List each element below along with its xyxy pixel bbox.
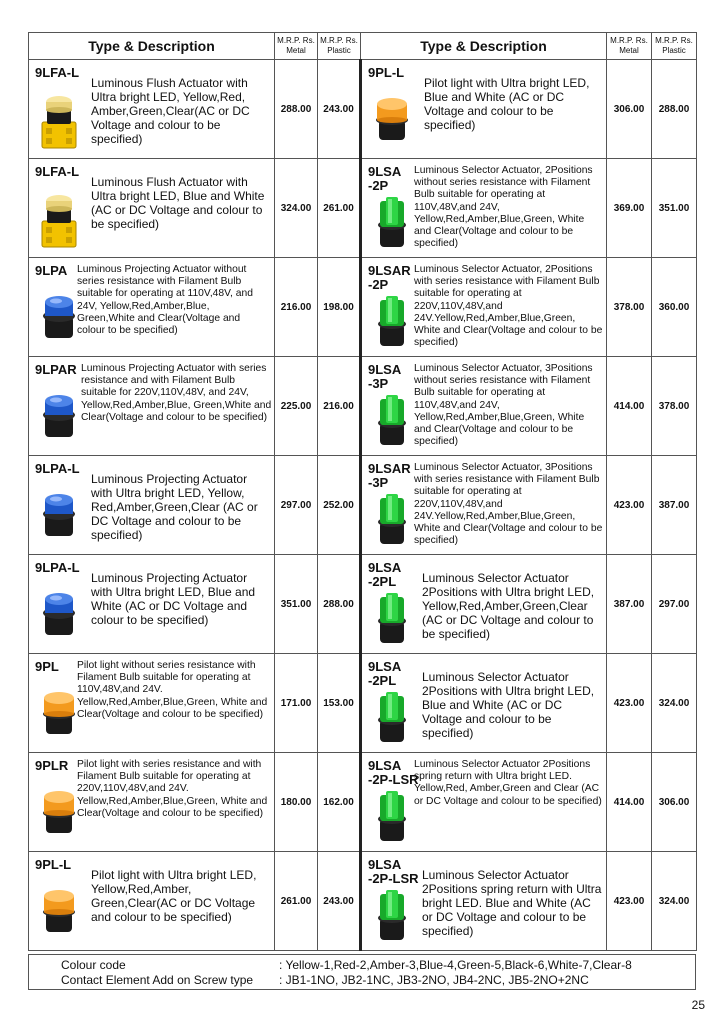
product-code: 9LSA -2P-LSR xyxy=(368,758,419,787)
price-metal: 180.00 xyxy=(275,753,318,852)
table-row xyxy=(29,852,697,951)
price-metal: 423.00 xyxy=(607,654,652,753)
price-metal: 225.00 xyxy=(275,357,318,456)
pilot-product-image xyxy=(39,686,79,743)
price-table xyxy=(28,32,697,951)
price-plastic: 261.00 xyxy=(318,159,361,258)
table-header-row xyxy=(29,33,697,60)
product-code: 9LFA-L xyxy=(35,164,80,179)
flush-product-image xyxy=(39,191,79,254)
table-row xyxy=(29,456,697,555)
price-metal: 369.00 xyxy=(607,159,652,258)
product-code: 9PL xyxy=(35,659,59,674)
product-code: 9PLR xyxy=(35,758,69,773)
product-code: 9LSAR -2P xyxy=(368,263,411,292)
price-metal: 324.00 xyxy=(275,159,318,258)
product-description: Luminous Selector Actuator 2Positions spring return with Ultra bright LED. Blue and White (AC or DC Voltage and colour to be specified) xyxy=(422,868,602,938)
product-description: Luminous Selector Actuator, 2Positions without series resistance with Filament Bulb suitable for operating at 110V,48V,and 24V, Yellow,Red,Amber,Blue,Green, White and Clear(Voltage and colour to be specified) xyxy=(414,165,593,250)
selector-product-image xyxy=(372,191,412,254)
price-plastic: 360.00 xyxy=(652,258,697,357)
table-row xyxy=(29,60,697,159)
type-description-header: Type & Description xyxy=(29,33,275,60)
page-number: 25 xyxy=(691,998,705,1012)
price-metal: 423.00 xyxy=(607,456,652,555)
price-plastic: 216.00 xyxy=(318,357,361,456)
left-product-cell xyxy=(29,753,275,852)
product-description: Pilot light with Ultra bright LED, Blue and White (AC or DC Voltage and colour to be specified) xyxy=(424,76,590,132)
selector-product-image xyxy=(372,488,412,551)
product-description: Luminous Selector Actuator, 2Positions with series resistance with Filament Bulb suitable for operating at 220V,110V,48V,and 24V.Yellow,Red,Amber,Blue,Green, White and Clear(Voltage and colour to be specified) xyxy=(414,264,603,349)
price-metal: 378.00 xyxy=(607,258,652,357)
projecting-product-image xyxy=(39,488,79,545)
product-code: 9LPAR xyxy=(35,362,77,377)
projecting-product-image xyxy=(39,290,79,347)
right-product-cell xyxy=(361,456,607,555)
left-product-cell xyxy=(29,159,275,258)
projecting-product-image xyxy=(39,587,79,644)
right-product-cell xyxy=(361,555,607,654)
price-plastic: 288.00 xyxy=(652,60,697,159)
left-product-cell xyxy=(29,258,275,357)
mrp-plastic-header: M.R.P. Rs. Plastic xyxy=(318,33,361,60)
product-description: Pilot light without series resistance with Filament Bulb suitable for operating at 110V,48V,and 24V. Yellow,Red,Amber,Blue,Green, White and Clear(Voltage and colour to be specified) xyxy=(77,660,268,720)
product-code: 9LPA xyxy=(35,263,68,278)
product-code: 9LPA-L xyxy=(35,461,80,476)
pilot-product-image xyxy=(39,884,79,941)
mrp-metal-header: M.R.P. Rs. Metal xyxy=(275,33,318,60)
selector-product-image xyxy=(372,884,412,947)
table-row xyxy=(29,555,697,654)
right-product-cell xyxy=(361,258,607,357)
price-plastic: 387.00 xyxy=(652,456,697,555)
left-product-cell xyxy=(29,654,275,753)
price-metal: 297.00 xyxy=(275,456,318,555)
product-code: 9LPA-L xyxy=(35,560,80,575)
selector-product-image xyxy=(372,587,412,650)
price-plastic: 378.00 xyxy=(652,357,697,456)
contact-element-label: Contact Element Add on Screw type xyxy=(61,973,254,987)
product-code: 9LFA-L xyxy=(35,65,80,80)
price-metal: 351.00 xyxy=(275,555,318,654)
price-plastic: 297.00 xyxy=(652,555,697,654)
price-plastic: 162.00 xyxy=(318,753,361,852)
product-description: Luminous Projecting Actuator with Ultra bright LED, Yellow, Red,Amber,Green,Clear (AC or DC Voltage and colour to be specified) xyxy=(91,472,258,542)
price-metal: 216.00 xyxy=(275,258,318,357)
price-plastic: 243.00 xyxy=(318,60,361,159)
product-description: Luminous Selector Actuator 2Positions spring return with Ultra bright LED. Yellow,Red, Amber,Green and Clear (AC or DC Voltage and colour to be specified) xyxy=(414,759,602,807)
colour-code-label: Colour code xyxy=(61,958,126,972)
price-metal: 288.00 xyxy=(275,60,318,159)
selector-product-image xyxy=(372,389,412,452)
product-code: 9LSA -2P xyxy=(368,164,402,193)
price-metal: 423.00 xyxy=(607,852,652,951)
product-code: 9PL-L xyxy=(368,65,405,80)
right-product-cell xyxy=(361,60,607,159)
contact-element-value: : JB1-1NO, JB2-1NC, JB3-2NO, JB4-2NC, JB5-2NO+2NC xyxy=(279,973,589,987)
right-product-cell xyxy=(361,654,607,753)
product-description: Luminous Selector Actuator 2Positions with Ultra bright LED, Blue and White (AC or DC Voltage and colour to be specified) xyxy=(422,670,595,740)
price-plastic: 198.00 xyxy=(318,258,361,357)
product-description: Pilot light with series resistance and with Filament Bulb suitable for operating at 220V,110V,48V,and 24V. Yellow,Red,Amber,Blue,Green, White and Clear(Voltage and colour to be specified) xyxy=(77,759,268,819)
mrp-plastic-header: M.R.P. Rs. Plastic xyxy=(652,33,697,60)
colour-code-value: : Yellow-1,Red-2,Amber-3,Blue-4,Green-5,Black-6,White-7,Clear-8 xyxy=(279,958,632,972)
table-row xyxy=(29,753,697,852)
product-code: 9LSAR -3P xyxy=(368,461,411,490)
price-metal: 414.00 xyxy=(607,357,652,456)
price-plastic: 324.00 xyxy=(652,852,697,951)
price-plastic: 153.00 xyxy=(318,654,361,753)
left-product-cell xyxy=(29,852,275,951)
footer-notes xyxy=(28,954,696,990)
product-description: Luminous Projecting Actuator with Ultra bright LED, Blue and White (AC or DC Voltage and colour to be specified) xyxy=(91,571,256,627)
pilot-product-image xyxy=(39,785,79,842)
product-code: 9LSA -2PL xyxy=(368,560,402,589)
price-plastic: 306.00 xyxy=(652,753,697,852)
type-description-header: Type & Description xyxy=(361,33,607,60)
product-code: 9LSA -2P-LSR xyxy=(368,857,419,886)
projecting-product-image xyxy=(39,389,79,446)
product-code: 9LSA -2PL xyxy=(368,659,402,688)
price-plastic: 351.00 xyxy=(652,159,697,258)
left-product-cell xyxy=(29,456,275,555)
left-product-cell xyxy=(29,60,275,159)
selector-product-image xyxy=(372,290,412,353)
selector-product-image xyxy=(372,785,412,848)
right-product-cell xyxy=(361,357,607,456)
price-metal: 414.00 xyxy=(607,753,652,852)
pilot-product-image xyxy=(372,92,412,149)
product-description: Luminous Flush Actuator with Ultra bright LED, Yellow,Red, Amber,Green,Clear(AC or DC Voltage and colour to be specified) xyxy=(91,76,250,146)
table-row xyxy=(29,357,697,456)
product-description: Luminous Selector Actuator, 3Positions without series resistance with Filament Bulb suitable for operating at 110V,48V,and 24V, Yellow,Red,Amber,Blue,Green, White and Clear(Voltage and colour to be specified) xyxy=(414,363,593,448)
price-plastic: 243.00 xyxy=(318,852,361,951)
product-code: 9PL-L xyxy=(35,857,72,872)
left-product-cell xyxy=(29,555,275,654)
product-code: 9LSA -3P xyxy=(368,362,402,391)
mrp-metal-header: M.R.P. Rs. Metal xyxy=(607,33,652,60)
price-metal: 387.00 xyxy=(607,555,652,654)
table-row xyxy=(29,258,697,357)
price-plastic: 252.00 xyxy=(318,456,361,555)
product-description: Luminous Flush Actuator with Ultra bright LED, Blue and White (AC or DC Voltage and colour to be specified) xyxy=(91,175,265,231)
price-metal: 171.00 xyxy=(275,654,318,753)
product-description: Pilot light with Ultra bright LED, Yellow,Red,Amber, Green,Clear(AC or DC Voltage and colour to be specified) xyxy=(91,868,257,924)
product-description: Luminous Selector Actuator 2Positions with Ultra bright LED, Yellow,Red,Amber,Green,Clear (AC or DC Voltage and colour to be specified) xyxy=(422,571,595,641)
product-description: Luminous Projecting Actuator with series resistance and with Filament Bulb suitable for 220V,110V,48V, and 24V, Yellow,Red,Amber,Blue, Green,White and Clear(Voltage and colour to be specified) xyxy=(81,363,272,423)
flush-product-image xyxy=(39,92,79,155)
selector-product-image xyxy=(372,686,412,749)
table-row xyxy=(29,159,697,258)
right-product-cell xyxy=(361,159,607,258)
product-description: Luminous Projecting Actuator without series resistance with Filament Bulb suitable for operating at 110V,48V, and 24V, Yellow,Red,Amber,Blue, Green,White and Clear(Voltage and colour to be specified) xyxy=(77,264,253,337)
right-product-cell xyxy=(361,753,607,852)
product-description: Luminous Selector Actuator, 3Positions with series resistance with Filament Bulb suitable for operating at 220V,110V,48V,and 24V.Yellow,Red,Amber,Blue,Green, White and Clear(Voltage and colour to be specified) xyxy=(414,462,603,547)
price-plastic: 324.00 xyxy=(652,654,697,753)
price-metal: 261.00 xyxy=(275,852,318,951)
price-metal: 306.00 xyxy=(607,60,652,159)
left-product-cell xyxy=(29,357,275,456)
price-plastic: 288.00 xyxy=(318,555,361,654)
table-row xyxy=(29,654,697,753)
right-product-cell xyxy=(361,852,607,951)
